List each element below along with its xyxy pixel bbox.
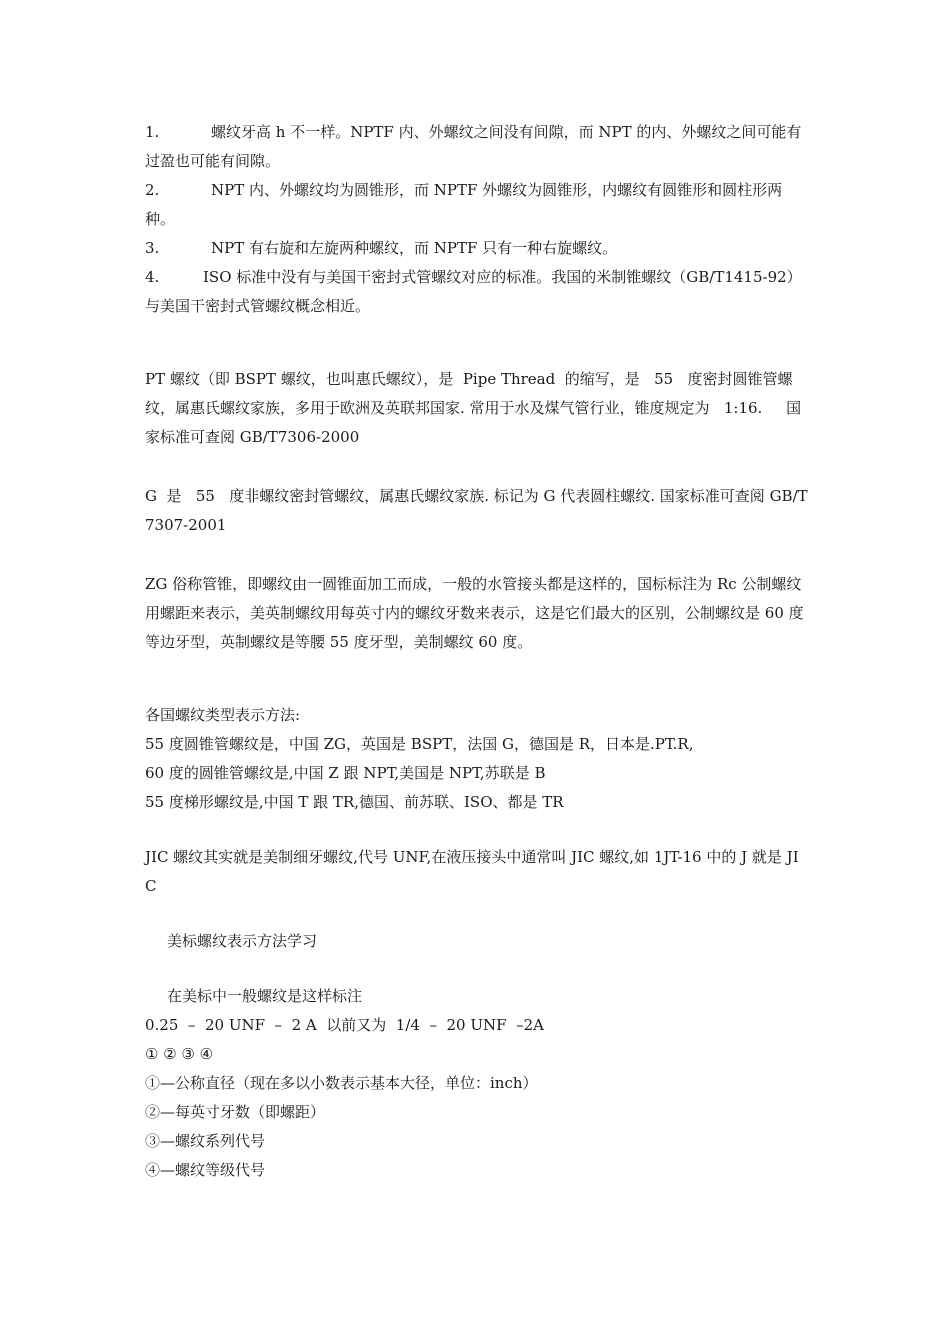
list-text: NPT 有右旋和左旋两种螺纹，而 NPTF 只有一种右旋螺纹。 (211, 239, 618, 257)
us-legend-item: ③—螺纹系列代号 (145, 1132, 266, 1150)
us-legend-item: ①—公称直径（现在多以小数表示基本大径，单位：inch） (145, 1074, 538, 1092)
us-legend-item: ④—螺纹等级代号 (145, 1161, 266, 1179)
list-number: 3. (145, 239, 160, 257)
us-standard-title: 美标螺纹表示方法学习 (167, 932, 318, 950)
list-item (145, 234, 810, 263)
list-item (145, 263, 810, 321)
list-number: 4. (145, 268, 160, 286)
thread-types-heading: 各国螺纹类型表示方法: (145, 706, 301, 724)
list-number: 1. (145, 123, 160, 141)
list-number: 2. (145, 181, 160, 199)
pt-thread-paragraph: PT 螺纹（即 BSPT 螺纹，也叫惠氏螺纹），是 Pipe Thread 的缩写，是 55 度密封圆锥管螺纹，属惠氏螺纹家族，多用于欧洲及英联邦国家. 常用于水及煤气管行业，锥度规定为 1:16. 国家标准可查阅 GB/T7306-2000 (145, 370, 802, 446)
list-text: 螺纹牙高 h 不一样。NPTF 内、外螺纹之间没有间隙，而 NPT 的内、外螺纹之间可能有过盈也可能有间隙。 (145, 123, 802, 170)
us-legend-item: ②—每英寸牙数（即螺距） (145, 1103, 326, 1121)
thread-type-line: 55 度梯形螺纹是,中国 T 跟 TR,德国、前苏联、ISO、都是 TR (145, 793, 564, 811)
us-standard-example: 0.25 – 20 UNF – 2 A 以前又为 1/4 – 20 UNF –2A (145, 1016, 544, 1034)
list-text: ISO 标准中没有与美国干密封式管螺纹对应的标准。我国的米制锥螺纹（GB/T1415-92）与美国干密封式管螺纹概念相近。 (145, 268, 802, 315)
zg-thread-paragraph: ZG 俗称管锥，即螺纹由一圆锥面加工而成，一般的水管接头都是这样的，国标标注为 Rc 公制螺纹用螺距来表示，美英制螺纹用每英寸内的螺纹牙数来表示，这是它们最大的区别，公制螺纹是 60 度等边牙型，英制螺纹是等腰 55 度牙型，美制螺纹 60 度。 (145, 575, 804, 651)
thread-type-line: 60 度的圆锥管螺纹是,中国 Z 跟 NPT,美国是 NPT,苏联是 B (145, 764, 546, 782)
thread-type-line: 55 度圆锥管螺纹是，中国 ZG，英国是 BSPT，法国 G，德国是 R，日本是.PT.R, (145, 735, 694, 753)
list-item (145, 176, 810, 234)
us-standard-intro: 在美标中一般螺纹是这样标注 (167, 987, 363, 1005)
document-body (145, 118, 810, 1185)
us-standard-markers: ① ② ③ ④ (145, 1045, 214, 1063)
list-item (145, 118, 810, 176)
jic-thread-paragraph: JIC 螺纹其实就是美制细牙螺纹,代号 UNF,在液压接头中通常叫 JIC 螺纹,如 1JT-16 中的 J 就是 JIC (145, 848, 799, 895)
g-thread-paragraph: G 是 55 度非螺纹密封管螺纹，属惠氏螺纹家族. 标记为 G 代表圆柱螺纹. 国家标准可查阅 GB/T7307-2001 (145, 487, 808, 534)
list-text: NPT 内、外螺纹均为圆锥形，而 NPTF 外螺纹为圆锥形，内螺纹有圆锥形和圆柱形两种。 (145, 181, 783, 228)
